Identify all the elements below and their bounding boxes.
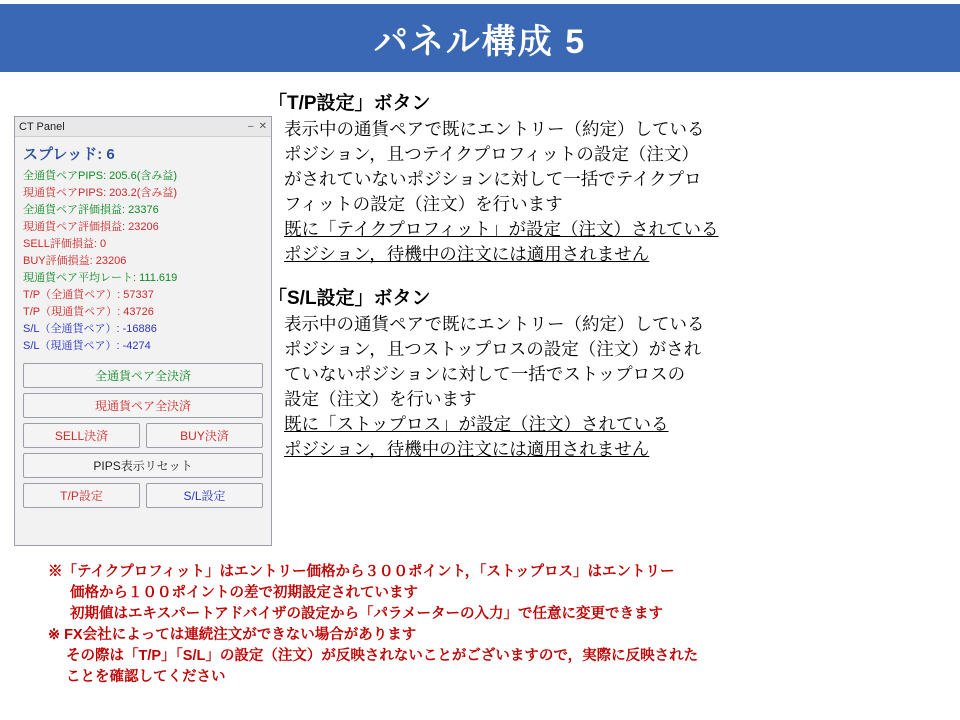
close-icon[interactable]: ✕ bbox=[258, 121, 267, 132]
button-row bbox=[23, 393, 263, 418]
stat-row: 現通貨ペア平均レート: 111.619 bbox=[23, 272, 178, 284]
footnotes bbox=[48, 562, 948, 688]
footnote-line: ※ FX会社によっては連続注文ができない場合があります bbox=[48, 627, 417, 643]
sl-section-line: ていないポジションに対して一括でストップロスの bbox=[284, 364, 686, 384]
slide-title-bar bbox=[0, 4, 960, 72]
button-row bbox=[23, 423, 263, 448]
stat-row: 現通貨ペアPIPS: 203.2(含み益) bbox=[23, 187, 178, 199]
stat-row: BUY評価損益: 23206 bbox=[23, 255, 127, 267]
button-row bbox=[23, 483, 263, 508]
stat-row: T/P（全通貨ペア）: 57337 bbox=[23, 289, 154, 301]
sl-section-line: 既に「ストップロス」が設定（注文）されている bbox=[284, 414, 669, 434]
footnote-line: その際は「T/P」「S/L」の設定（注文）が反映されないことがございますので，実際に反映された bbox=[66, 648, 699, 664]
ct-panel-window bbox=[14, 116, 272, 546]
tp-section-line: 既に「テイクプロフィット」が設定（注文）されている bbox=[284, 219, 719, 239]
sl-section-line: ポジション，且つストップロスの設定（注文）がされ bbox=[284, 339, 702, 359]
minimize-icon[interactable]: – bbox=[248, 121, 254, 132]
sl-section-line: 表示中の通貨ペアで既にエントリー（約定）している bbox=[284, 314, 705, 334]
tp-section-heading: 「T/P設定」ボタン bbox=[268, 93, 431, 114]
ct-panel-buttons bbox=[15, 363, 271, 508]
buy-close-button[interactable]: BUY決済 bbox=[146, 423, 263, 448]
sell-close-button[interactable]: SELL決済 bbox=[23, 423, 140, 448]
tp-section-line: がされていないポジションに対して一括でテイクプロ bbox=[284, 169, 702, 189]
tp-section-line: ポジション，且つテイクプロフィットの設定（注文） bbox=[284, 144, 699, 164]
pips-reset-button[interactable]: PIPS表示リセット bbox=[23, 453, 263, 478]
stat-row: 全通貨ペア評価損益: 23376 bbox=[23, 204, 159, 216]
stat-row: 現通貨ペア評価損益: 23206 bbox=[23, 221, 159, 233]
stat-row: S/L（現通貨ペア）: -4274 bbox=[23, 340, 151, 352]
stat-row: T/P（現通貨ペア）: 43726 bbox=[23, 306, 154, 318]
page-title: パネル構成 5 bbox=[373, 22, 587, 61]
sl-setting-button[interactable]: S/L設定 bbox=[146, 483, 263, 508]
section-gap bbox=[268, 267, 952, 283]
sl-section-line: 設定（注文）を行います bbox=[284, 389, 477, 409]
spread-value: スプレッド: 6 bbox=[23, 146, 115, 163]
stat-row: 全通貨ペアPIPS: 205.6(含み益) bbox=[23, 170, 178, 182]
ct-panel-titlebar bbox=[15, 117, 271, 137]
tp-section-line: ポジション，待機中の注文には適用されません bbox=[284, 244, 650, 264]
footnote-line: ※「テイクプロフィット」はエントリー価格から３００ポイント，「ストップロス」はエントリー bbox=[48, 564, 675, 580]
sl-section-heading: 「S/L設定」ボタン bbox=[268, 288, 431, 309]
ct-panel-body bbox=[15, 137, 271, 355]
button-row bbox=[23, 363, 263, 388]
footnote-line: 価格から１００ポイントの差で初期設定されています bbox=[70, 585, 418, 601]
button-row bbox=[23, 453, 263, 478]
close-all-pairs-button[interactable]: 全通貨ペア全決済 bbox=[23, 363, 263, 388]
close-current-pair-button[interactable]: 現通貨ペア全決済 bbox=[23, 393, 263, 418]
footnote-line: ことを確認してください bbox=[66, 669, 226, 685]
explanation-area bbox=[268, 88, 952, 462]
tp-setting-button[interactable]: T/P設定 bbox=[23, 483, 140, 508]
tp-section-line: フィットの設定（注文）を行います bbox=[284, 194, 563, 214]
ct-panel-title: CT Panel bbox=[19, 120, 65, 133]
stat-row: SELL評価損益: 0 bbox=[23, 238, 107, 250]
sl-section-line: ポジション，待機中の注文には適用されません bbox=[284, 439, 650, 459]
tp-section-line: 表示中の通貨ペアで既にエントリー（約定）している bbox=[284, 119, 705, 139]
footnote-line: 初期値はエキスパートアドバイザの設定から「パラメーターの入力」で任意に変更できます bbox=[70, 606, 664, 622]
stat-row: S/L（全通貨ペア）: -16886 bbox=[23, 323, 157, 335]
